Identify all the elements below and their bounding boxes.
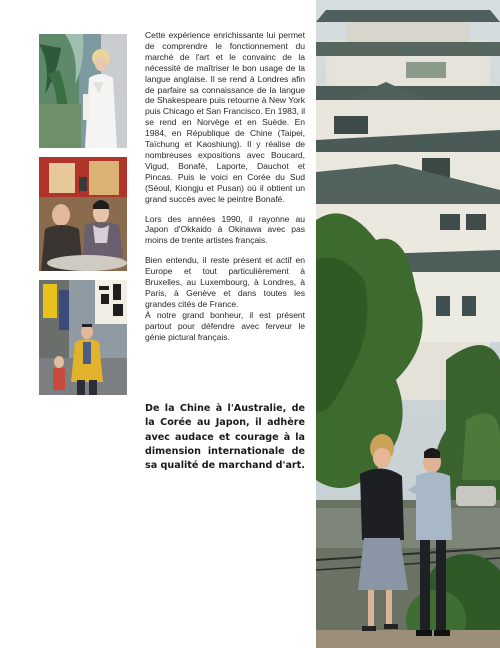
photo-couple-seated [39,157,127,271]
photo-castle-couple [316,0,500,648]
photo-woman-in-white [39,34,127,148]
paragraph-1: Cette expérience enrichissante lui permet de comprendre le fonctionnement du marché de l'art et le convainc de la nécessité de maîtriser le bon usage de la langue anglaise. Il se rend à Londres afin de parfaire sa connaissance de la langue de Shakespeare puis retourne à New York puis Chicago et San Francisco. En 1983, il se rend en Norvège et en Suède. En 1984, en République de Chine (Taipei, Taïchung et Kaoshiung). Il y réalise de nombreuses expositions avec Boucard, Vigud, Bonafé, Laporte, Dauchot et Pincas. Puis le voici en Corée du Sud (Séoul, Kiongju et Pusan) où il obtient un grand succès avec le peintre Bonafé. [145,30,305,204]
photo-street-yellow-jacket [39,280,127,395]
emphasis-quote: De la Chine à l'Australie, de la Corée au Japon, il adhère avec audace et courage à la dimension internationale de sa qualité de marchand d'art. [145,403,305,472]
paragraph-3: Bien entendu, il reste présent et actif en Europe et tout particulièrement à Bruxelles, au Luxembourg, à Londres, à Paris, à Genève et dans toutes les grandes cités de France. [145,255,305,309]
body-text-column [145,30,305,351]
paragraph-2: Lors des années 1990, il rayonne au Japon d'Okkaido à Okinawa avec pas moins de trente artistes français. [145,213,305,246]
paragraph-4: À notre grand bonheur, il est présent partout pour défendre avec ferveur le génie pictural français. [145,309,305,342]
